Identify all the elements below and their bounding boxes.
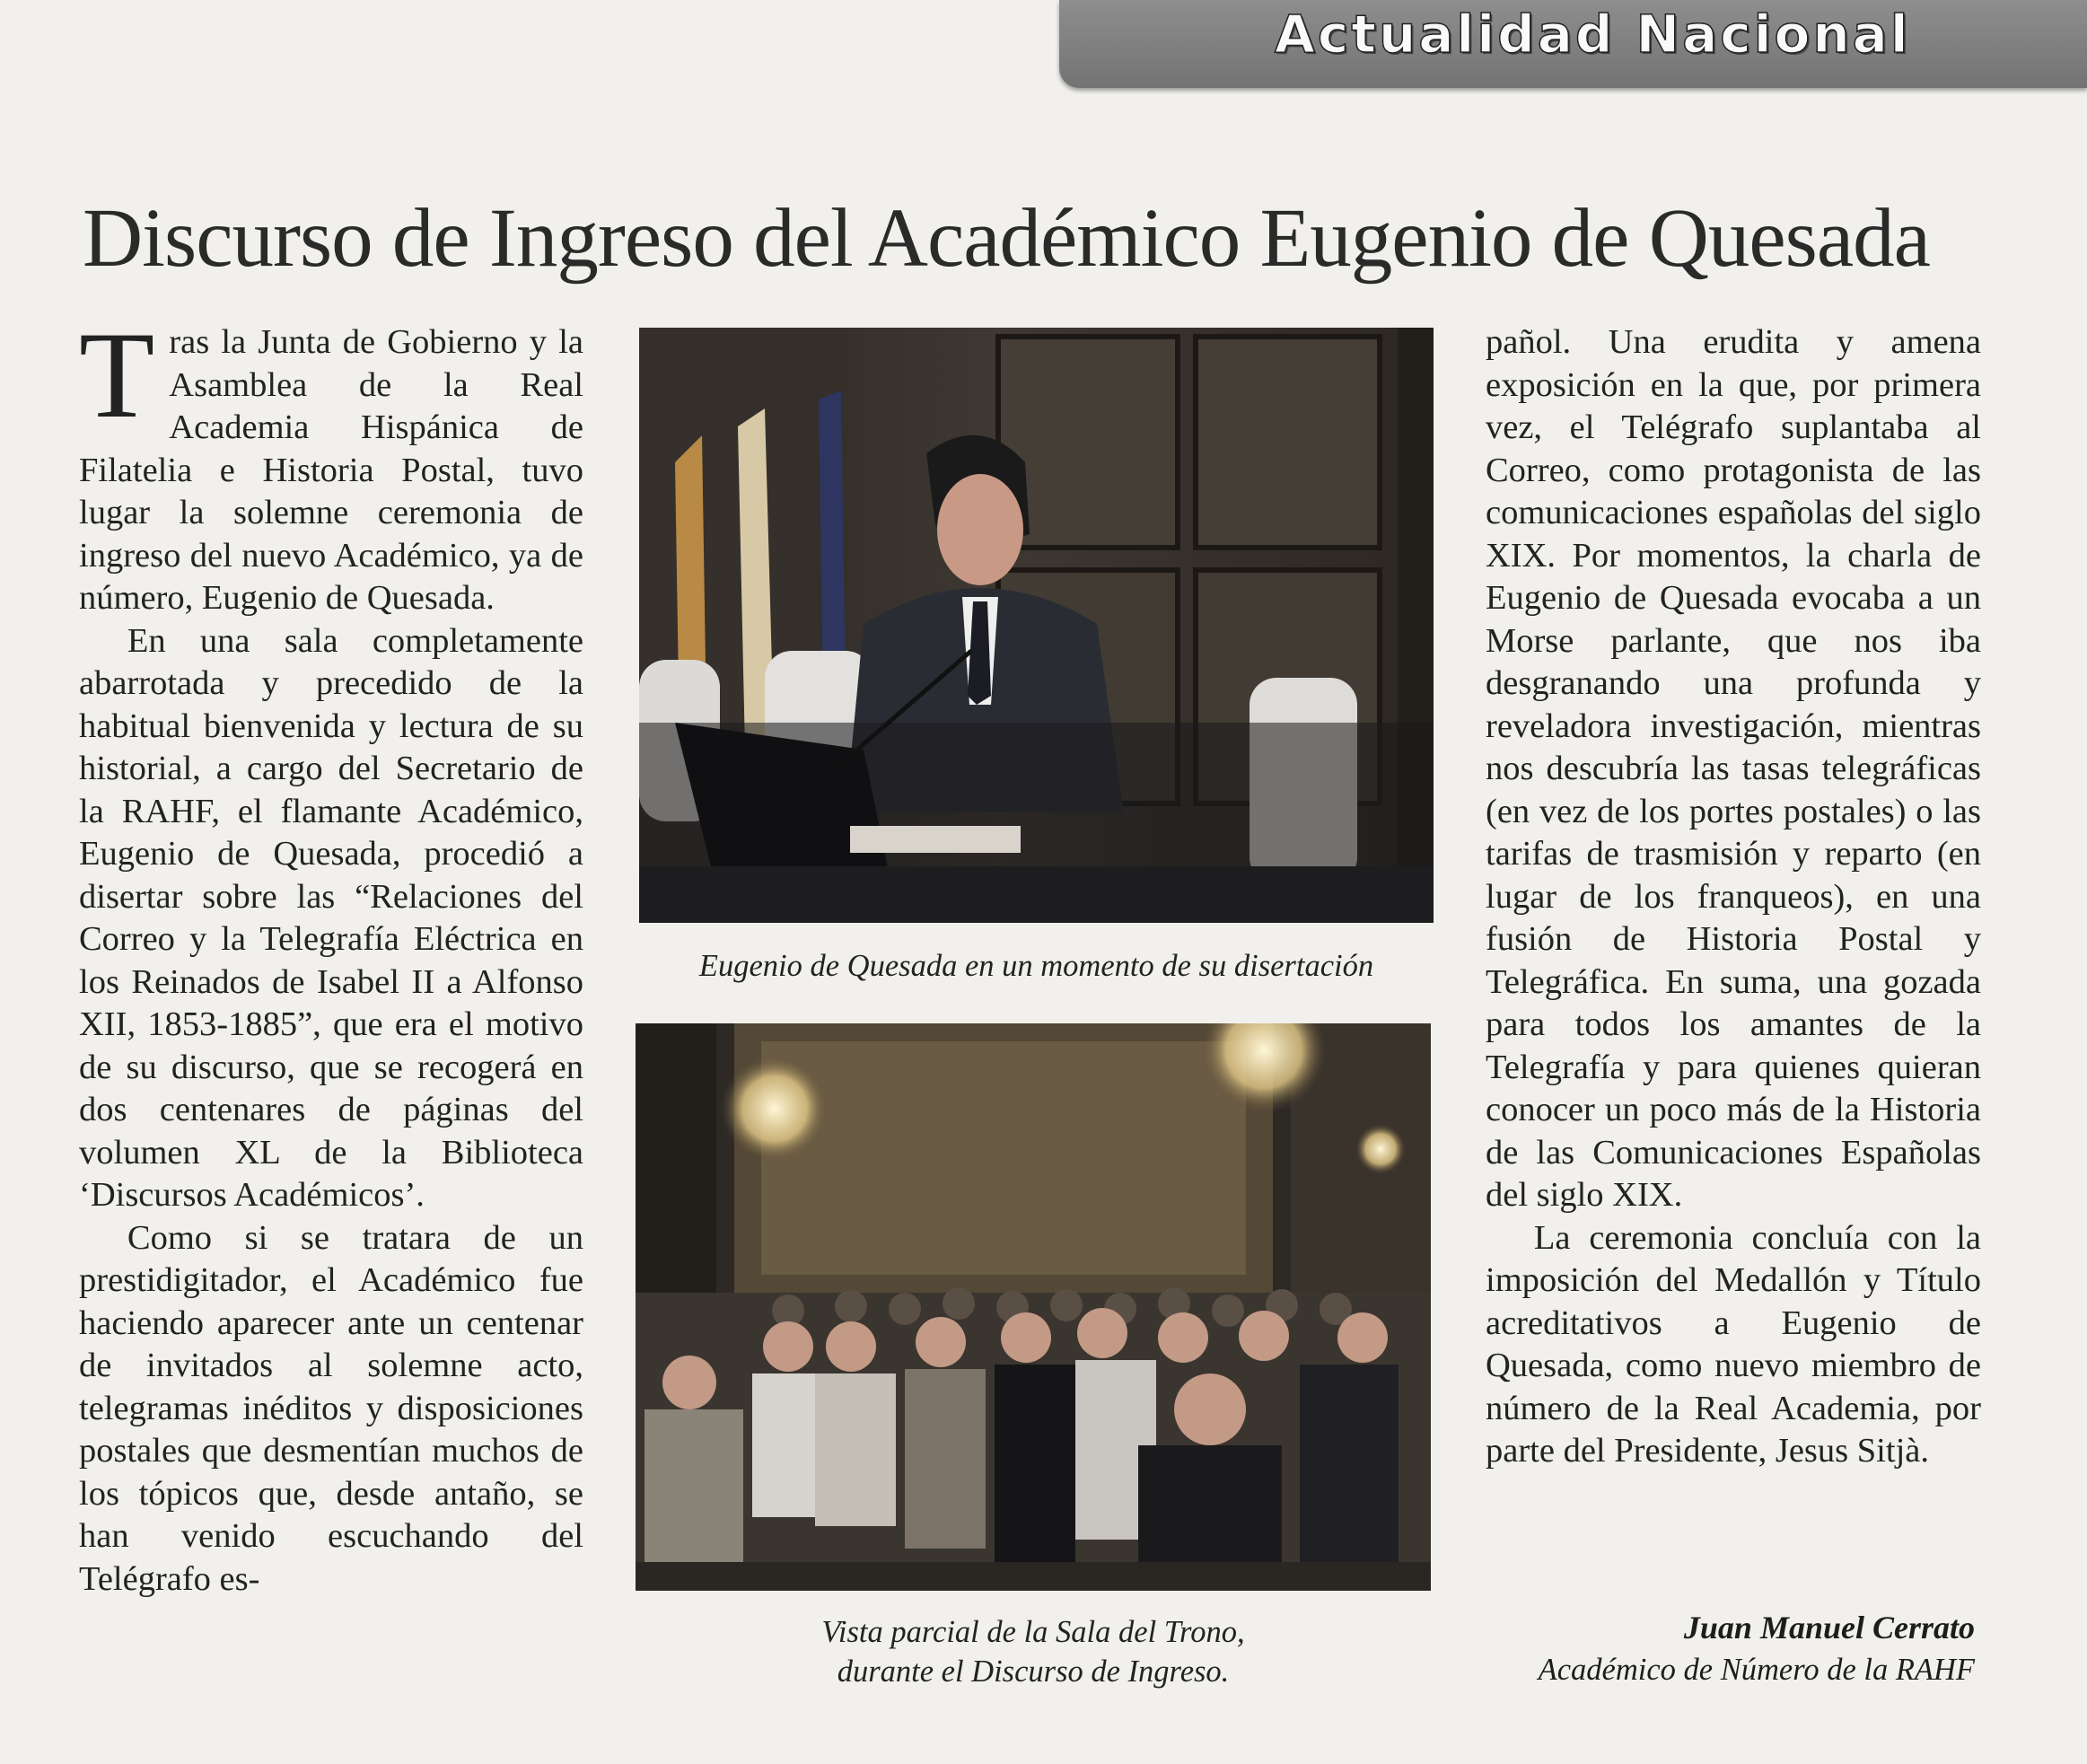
paragraph-5: La ceremonia concluía con la imposición del Medallón y Título acreditativos a Eugenio de Quesada, como nuevo miembro de número de la Real Academia, por parte del Presidente, Jesus Sitjà. [1486, 1218, 1981, 1470]
paragraph-3: Como si se tratara de un prestidigitador, el Académico fue haciendo aparecer ante un centenar de invitados al solemne acto, telegramas inéditos y disposiciones postales que desmentían muchos de los tópicos que, desde antaño, se han venido escuchando del Telégrafo es- [79, 1218, 583, 1598]
author-name: Juan Manuel Cerrato [1683, 1610, 1975, 1646]
article-title: Discurso de Ingreso del Académico Eugenio de Quesada [83, 192, 1930, 285]
author-signature [1436, 1607, 1975, 1691]
photo-2-caption [636, 1612, 1431, 1691]
paragraph-1-text: ras la Junta de Gobierno y la Asamblea de la Real Academia Hispánica de Filatelia e Historia Postal, tuvo lugar la solemne ceremonia de ingreso del nuevo Académico, ya de número, Eugenio de Quesada. [79, 323, 583, 617]
speaker-photo [639, 328, 1434, 923]
audience-photo [636, 1023, 1431, 1591]
photo-1-caption: Eugenio de Quesada en un momento de su disertación [698, 949, 1374, 983]
left-column [79, 306, 583, 1601]
paragraph-1 [79, 306, 583, 620]
paragraph-4: pañol. Una erudita y amena exposición en la que, por primera vez, el Telégrafo suplantaba al Correo, como protagonista de las comunicaciones españolas del siglo XIX. Por momentos, la charla de Eugenio de Quesada evocaba a un Morse parlante, que nos iba desgranando una profunda y reveladora investigación, mientras nos descubría las tasas telegráficas (en vez de los portes postales) o las tarifas de trasmisión y reparto (en lugar de los franqueos), en una fusión de Historia Postal y Telegráfica. En suma, una gozada para todos los amantes de la Telegrafía y para quienes quieran conocer un poco más de la Historia de las Comunicaciones Españolas del siglo XIX. [1486, 323, 1981, 1214]
paragraph-2: En una sala completamente abarrotada y precedido de la habitual bienvenida y lectura de su historial, a cargo del Secretario de la RAHF, el flamante Académico, Eugenio de Quesada, procedió a disertar sobre las “Relaciones del Correo y la Telegrafía Eléctrica en los Reinados de Isabel II a Alfonso XII, 1853-1885”, que era el motivo de su discurso, que se recogerá en dos centenares de páginas del volumen XL de la Biblioteca ‘Discursos Académicos’. [79, 621, 583, 1214]
drop-cap: T [79, 306, 155, 443]
photo-2-caption-line-2: durante el Discurso de Ingreso. [837, 1654, 1230, 1689]
author-role: Académico de Número de la RAHF [1538, 1653, 1975, 1687]
photo-2-caption-line-1: Vista parcial de la Sala del Trono, [821, 1615, 1245, 1649]
section-label: Actualidad Nacional [1275, 4, 1911, 65]
right-column [1486, 321, 1981, 1473]
